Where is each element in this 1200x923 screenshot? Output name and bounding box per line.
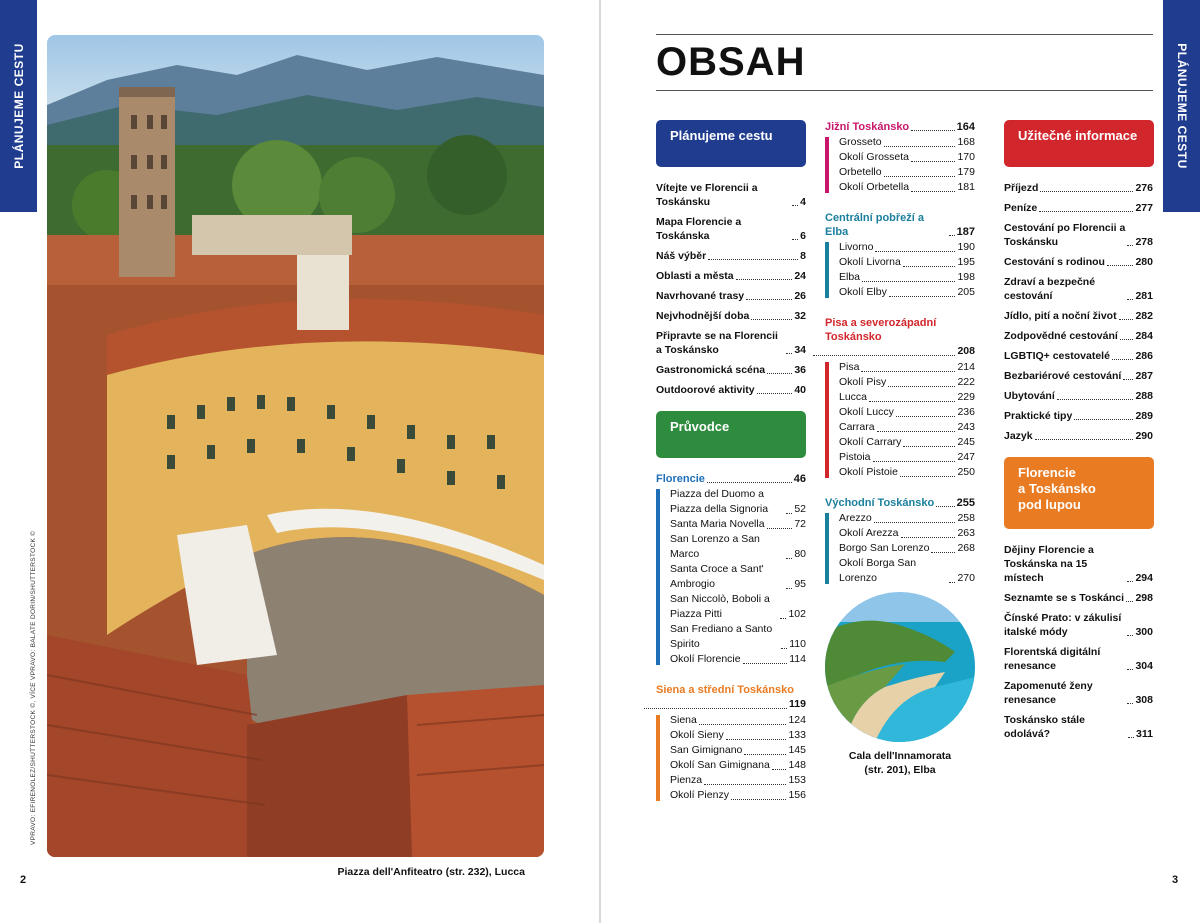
toc-entry-title: Cestování s rodinou bbox=[1004, 256, 1105, 268]
toc-subentry-page: 145 bbox=[788, 744, 806, 756]
toc-subentry-title: Pistoia bbox=[839, 451, 871, 463]
leader-dots bbox=[1127, 703, 1133, 704]
leader-dots bbox=[1127, 299, 1133, 300]
toc-subentry[interactable] bbox=[839, 375, 975, 390]
toc-subentry[interactable] bbox=[839, 526, 975, 541]
toc-entry-title: Bezbariérové cestování bbox=[1004, 370, 1122, 382]
toc-entry-title: Dějiny Florencie a Toskánska na 15 místech bbox=[1004, 544, 1094, 584]
leader-dots bbox=[1057, 399, 1134, 400]
toc-subentry-page: 263 bbox=[957, 527, 975, 539]
toc-subentry-page: 153 bbox=[788, 774, 806, 786]
toc-entry[interactable] bbox=[1004, 591, 1153, 605]
toc-subentry-title: Elba bbox=[839, 271, 861, 283]
toc-subentry-title: Okolí Pisy bbox=[839, 376, 887, 388]
toc-subentry[interactable] bbox=[670, 773, 806, 788]
toc-subentry-title: Pienza bbox=[670, 774, 703, 786]
toc-entry-title: Florentská digitální renesance bbox=[1004, 646, 1101, 672]
leader-dots bbox=[767, 373, 792, 374]
leader-dots bbox=[873, 461, 956, 462]
toc-subentry[interactable] bbox=[839, 390, 975, 405]
toc-subentry-page: 72 bbox=[794, 518, 806, 530]
toc-subentry-page: 236 bbox=[957, 406, 975, 418]
toc-entry[interactable] bbox=[656, 309, 806, 323]
page-number-left: 2 bbox=[20, 874, 27, 886]
leader-dots bbox=[744, 754, 786, 755]
toc-section-heading[interactable]: Centrální pobřeží a Elba 187 bbox=[825, 212, 975, 238]
leader-dots bbox=[786, 558, 792, 559]
toc-entry-page: 36 bbox=[794, 364, 806, 376]
toc-subentry-page: 124 bbox=[788, 714, 806, 726]
toc-subentry-title: Pisa bbox=[839, 361, 860, 373]
leader-dots bbox=[699, 724, 787, 725]
toc-entry-page: 290 bbox=[1135, 430, 1153, 442]
toc-subentry[interactable] bbox=[670, 652, 806, 667]
toc-subentry-page: 195 bbox=[957, 256, 975, 268]
toc-entry[interactable] bbox=[656, 289, 806, 303]
toc-section-heading[interactable]: Florencie 46 bbox=[656, 473, 806, 485]
leader-dots bbox=[888, 386, 955, 387]
book-spine bbox=[599, 0, 601, 923]
toc-entry-page: 6 bbox=[800, 230, 806, 242]
toc-subentry[interactable] bbox=[839, 135, 975, 150]
toc-entry[interactable] bbox=[656, 383, 806, 397]
toc-subentry-page: 133 bbox=[788, 729, 806, 741]
leader-dots bbox=[896, 416, 956, 417]
toc-entry[interactable] bbox=[1004, 429, 1153, 443]
toc-column-info bbox=[1004, 120, 1153, 747]
toc-subentry-page: 52 bbox=[794, 503, 806, 515]
toc-subentry-page: 205 bbox=[957, 286, 975, 298]
leader-dots bbox=[1074, 419, 1133, 420]
leader-dots bbox=[911, 191, 955, 192]
toc-entry-page: 277 bbox=[1135, 202, 1153, 214]
side-tab-label: PLÁNUJEME CESTU bbox=[1174, 43, 1189, 169]
toc-subentry[interactable] bbox=[839, 255, 975, 270]
toc-subentry-page: 222 bbox=[957, 376, 975, 388]
toc-subentry-page: 102 bbox=[788, 608, 806, 620]
toc-subentry[interactable] bbox=[839, 360, 975, 375]
toc-section-page-row bbox=[811, 344, 975, 359]
toc-subentry-title: Okolí Orbetella bbox=[839, 181, 910, 193]
toc-entry[interactable] bbox=[1004, 201, 1153, 215]
toc-section-heading[interactable]: Pisa a severozápadní Toskánsko bbox=[825, 317, 937, 343]
toc-entry-page: 282 bbox=[1135, 310, 1153, 322]
toc-subentry-title: Okolí Florencie bbox=[670, 653, 741, 665]
toc-subentry-page: 168 bbox=[957, 136, 975, 148]
leader-dots bbox=[874, 522, 956, 523]
toc-entry[interactable] bbox=[656, 329, 806, 357]
toc-subentry[interactable] bbox=[839, 450, 975, 465]
toc-subentry-page: 214 bbox=[957, 361, 975, 373]
toc-entry-page: 32 bbox=[794, 310, 806, 322]
toc-subentry[interactable] bbox=[839, 511, 975, 526]
toc-subentry[interactable] bbox=[670, 788, 806, 803]
toc-entry-page: 26 bbox=[794, 290, 806, 302]
toc-subentry[interactable] bbox=[839, 420, 975, 435]
toc-entry-title: Jazyk bbox=[1004, 430, 1033, 442]
toc-entry-title: Mapa Florencie a Toskánska bbox=[656, 216, 742, 242]
toc-subentry-page: 250 bbox=[957, 466, 975, 478]
toc-subentry[interactable] bbox=[670, 517, 806, 532]
leader-dots bbox=[875, 251, 955, 252]
toc-subentry[interactable] bbox=[839, 405, 975, 420]
toc-section-page-row bbox=[642, 697, 806, 712]
leader-dots bbox=[726, 739, 787, 740]
toc-entry-page: 289 bbox=[1135, 410, 1153, 422]
toc-entry-title: Cestování po Florencii a Toskánsku bbox=[1004, 222, 1126, 248]
toc-entry[interactable] bbox=[656, 249, 806, 263]
toc-entry-title: Peníze bbox=[1004, 202, 1038, 214]
leader-dots bbox=[1040, 191, 1133, 192]
photo-caption: Piazza dell'Anfiteatro (str. 232), Lucca bbox=[337, 866, 525, 878]
toc-section-page: 208 bbox=[957, 345, 975, 357]
toc-entry-title: Outdoorové aktivity bbox=[656, 384, 755, 396]
toc-entry-title: Oblasti a města bbox=[656, 270, 734, 282]
photo-credit: VPRAVO: EFIRENOLEZ/SHUTTERSTOCK ©, VÍCE VPRAVO: BALATE DORIN/SHUTTERSTOCK © bbox=[30, 530, 37, 845]
toc-entry[interactable] bbox=[1004, 369, 1153, 383]
toc-entry[interactable] bbox=[1004, 679, 1153, 707]
toc-subentry[interactable] bbox=[839, 465, 975, 480]
toc-subentry-title: Lucca bbox=[839, 391, 868, 403]
leader-dots bbox=[786, 353, 792, 354]
leader-dots bbox=[772, 769, 787, 770]
leader-dots bbox=[877, 431, 956, 432]
leader-dots bbox=[1126, 601, 1133, 602]
toc-entry-title: Toskánsko stále odolává? bbox=[1004, 714, 1085, 740]
toc-subentry[interactable] bbox=[670, 487, 806, 517]
toc-subentry[interactable] bbox=[839, 435, 975, 450]
leader-dots bbox=[1035, 439, 1134, 440]
leader-dots bbox=[1107, 265, 1134, 266]
toc-entry[interactable] bbox=[1004, 181, 1153, 195]
leader-dots bbox=[861, 371, 955, 372]
toc-subentry-title: San Gimignano bbox=[670, 744, 743, 756]
toc-entry[interactable] bbox=[1004, 645, 1153, 673]
toc-entry[interactable] bbox=[1004, 543, 1153, 585]
toc-subentry-page: 80 bbox=[794, 548, 806, 560]
leader-dots bbox=[1119, 319, 1134, 320]
leader-dots bbox=[644, 708, 787, 709]
toc-entry-title: Nejvhodnější doba bbox=[656, 310, 750, 322]
toc-subentry-title: Siena bbox=[670, 714, 697, 726]
toc-entry-title: Vítejte ve Florencii a Toskánsku bbox=[656, 182, 758, 208]
toc-entry[interactable] bbox=[1004, 309, 1153, 323]
toc-subentry-title: Livorno bbox=[839, 241, 874, 253]
leader-dots bbox=[736, 279, 793, 280]
toc-subentry[interactable] bbox=[839, 180, 975, 195]
toc-entry-page: 24 bbox=[794, 270, 806, 282]
toc-entry-title: Gastronomická scéna bbox=[656, 364, 766, 376]
lucca-piazza-photo bbox=[47, 35, 544, 857]
toc-subentry-title: Grosseto bbox=[839, 136, 882, 148]
leader-dots bbox=[751, 319, 792, 320]
leader-dots bbox=[1127, 669, 1133, 670]
toc-entry-page: 8 bbox=[800, 250, 806, 262]
toc-subentry-page: 268 bbox=[957, 542, 975, 554]
toc-subentry[interactable] bbox=[670, 562, 806, 592]
toc-subentry-page: 148 bbox=[788, 759, 806, 771]
leader-dots bbox=[781, 648, 787, 649]
toc-subentry-title: Okolí Livorna bbox=[839, 256, 901, 268]
toc-subentry-page: 170 bbox=[957, 151, 975, 163]
leader-dots bbox=[1127, 581, 1133, 582]
toc-entry-title: LGBTIQ+ cestovatelé bbox=[1004, 350, 1110, 362]
leader-dots bbox=[901, 537, 956, 538]
toc-subentry[interactable] bbox=[839, 240, 975, 255]
toc-subentry-page: 110 bbox=[789, 638, 806, 650]
toc-entry[interactable] bbox=[1004, 409, 1153, 423]
toc-entry-page: 294 bbox=[1135, 572, 1153, 584]
leader-dots bbox=[792, 205, 798, 206]
toc-subentry-title: Okolí Sieny bbox=[670, 729, 724, 741]
toc-subentry[interactable] bbox=[839, 165, 975, 180]
leader-dots bbox=[1127, 245, 1133, 246]
toc-entry-page: 281 bbox=[1135, 290, 1153, 302]
toc-subentry-page: 270 bbox=[957, 572, 975, 584]
toc-section-page: 119 bbox=[789, 698, 806, 710]
toc-subentry-page: 229 bbox=[957, 391, 975, 403]
toc-subentry-page: 156 bbox=[788, 789, 806, 801]
toc-subentry[interactable] bbox=[670, 592, 806, 622]
toc-entry-page: 300 bbox=[1135, 626, 1153, 638]
toc-subentry-page: 190 bbox=[957, 241, 975, 253]
leader-dots bbox=[884, 176, 956, 177]
toc-subentry-title: Okolí Borga San Lorenzo bbox=[839, 557, 917, 584]
toc-column-planning bbox=[656, 120, 806, 819]
leader-dots bbox=[786, 588, 792, 589]
section-box-guide[interactable]: Průvodce bbox=[656, 411, 806, 458]
leader-dots bbox=[1123, 379, 1133, 380]
toc-entry-page: 278 bbox=[1135, 236, 1153, 248]
toc-entry-page: 298 bbox=[1135, 592, 1153, 604]
toc-entry-title: Zodpovědné cestování bbox=[1004, 330, 1118, 342]
toc-subentry-title: Santa Maria Novella bbox=[670, 518, 765, 530]
leader-dots bbox=[889, 296, 956, 297]
toc-subentry[interactable] bbox=[839, 270, 975, 285]
toc-entry[interactable] bbox=[1004, 255, 1153, 269]
toc-subentry-page: 179 bbox=[957, 166, 975, 178]
toc-subentry-title: Santa Croce a Sant' Ambrogio bbox=[670, 563, 764, 590]
toc-subentry-title: Okolí Elby bbox=[839, 286, 887, 298]
elba-beach-photo bbox=[825, 592, 975, 742]
toc-entry-page: 311 bbox=[1136, 728, 1153, 740]
leader-dots bbox=[949, 582, 955, 583]
title-rule-bottom bbox=[656, 90, 1153, 91]
toc-entry-page: 276 bbox=[1135, 182, 1153, 194]
toc-entry[interactable] bbox=[656, 363, 806, 377]
toc-entry-title: Praktické tipy bbox=[1004, 410, 1073, 422]
toc-entry-title: Náš výběr bbox=[656, 250, 707, 262]
toc-entry-page: 308 bbox=[1135, 694, 1153, 706]
toc-entry[interactable] bbox=[656, 269, 806, 283]
toc-subentry-title: Okolí Arezza bbox=[839, 527, 899, 539]
title-rule-top bbox=[656, 34, 1153, 35]
toc-subentry[interactable] bbox=[839, 285, 975, 300]
toc-subentry-title: Okolí Pienzy bbox=[670, 789, 729, 801]
section-box-useful-info[interactable]: Užitečné informace bbox=[1004, 120, 1154, 167]
toc-subentry[interactable] bbox=[670, 713, 806, 728]
toc-entry-page: 286 bbox=[1135, 350, 1153, 362]
toc-entry-title: Zapomenuté ženy renesance bbox=[1004, 680, 1093, 706]
toc-subentry-page: 198 bbox=[957, 271, 975, 283]
toc-entry[interactable] bbox=[656, 215, 806, 243]
toc-subentry[interactable] bbox=[839, 556, 975, 586]
toc-entry-title: Příjezd bbox=[1004, 182, 1039, 194]
toc-section-heading[interactable]: Jižní Toskánsko 164 bbox=[825, 121, 975, 133]
leader-dots bbox=[731, 799, 787, 800]
toc-subentry[interactable] bbox=[670, 743, 806, 758]
toc-entry[interactable] bbox=[1004, 275, 1153, 303]
toc-entry-page: 304 bbox=[1135, 660, 1153, 672]
leader-dots bbox=[1120, 339, 1134, 340]
toc-column-regions bbox=[825, 120, 975, 602]
page-title: OBSAH bbox=[656, 40, 806, 84]
toc-subentry-page: 245 bbox=[957, 436, 975, 448]
toc-subentry-title: Borgo San Lorenzo bbox=[839, 542, 930, 554]
toc-subentry-page: 243 bbox=[957, 421, 975, 433]
toc-subentry-page: 114 bbox=[789, 653, 806, 665]
elba-photo-caption: Cala dell'Innamorata (str. 201), Elba bbox=[848, 750, 952, 776]
section-box-planning[interactable]: Plánujeme cestu bbox=[656, 120, 806, 167]
toc-subentry-title: San Frediano a Santo Spirito bbox=[670, 623, 773, 650]
toc-entry[interactable] bbox=[1004, 329, 1153, 343]
toc-entry-title: Seznamte se s Toskánci bbox=[1004, 592, 1125, 604]
toc-entry-title: Čínské Prato: v zákulisí italské módy bbox=[1004, 612, 1122, 638]
section-side-tab-right bbox=[1163, 0, 1200, 212]
leader-dots bbox=[1039, 211, 1133, 212]
toc-subentry[interactable] bbox=[839, 541, 975, 556]
toc-entry[interactable] bbox=[1004, 349, 1153, 363]
leader-dots bbox=[903, 266, 956, 267]
toc-subentry-title: San Lorenzo a San Marco bbox=[670, 533, 760, 560]
toc-entry-page: 288 bbox=[1135, 390, 1153, 402]
leader-dots bbox=[869, 401, 955, 402]
toc-entry-page: 40 bbox=[794, 384, 806, 396]
leader-dots bbox=[884, 146, 956, 147]
toc-subentry[interactable] bbox=[670, 622, 806, 652]
toc-subentry-title: Carrara bbox=[839, 421, 875, 433]
toc-entry[interactable] bbox=[656, 181, 806, 209]
toc-entry[interactable] bbox=[1004, 611, 1153, 639]
toc-subentry-page: 181 bbox=[957, 181, 975, 193]
toc-entry[interactable] bbox=[1004, 389, 1153, 403]
leader-dots bbox=[767, 528, 793, 529]
leader-dots bbox=[746, 299, 792, 300]
toc-subentry-title: San Niccolò, Boboli a Piazza Pitti bbox=[670, 593, 770, 620]
leader-dots bbox=[780, 618, 786, 619]
toc-subentry-page: 258 bbox=[957, 512, 975, 524]
toc-subentry[interactable] bbox=[670, 532, 806, 562]
leader-dots bbox=[911, 161, 955, 162]
toc-subentry-title: Orbetello bbox=[839, 166, 882, 178]
toc-subentry[interactable] bbox=[670, 728, 806, 743]
toc-subentry-title: Okolí Pistoie bbox=[839, 466, 898, 478]
toc-entry-title: Navrhované trasy bbox=[656, 290, 745, 302]
toc-entry-page: 4 bbox=[800, 196, 806, 208]
toc-entry-page: 287 bbox=[1135, 370, 1153, 382]
toc-subentry-title: Okolí Carrary bbox=[839, 436, 902, 448]
leader-dots bbox=[708, 259, 798, 260]
leader-dots bbox=[743, 663, 788, 664]
toc-subentry-title: Okolí San Gimignana bbox=[670, 759, 770, 771]
leader-dots bbox=[931, 552, 955, 553]
section-side-tab-left bbox=[0, 0, 37, 212]
toc-entry-page: 34 bbox=[794, 344, 806, 356]
leader-dots bbox=[1112, 359, 1134, 360]
toc-entry-title: Připravte se na Florencii a Toskánsko bbox=[656, 330, 778, 356]
section-box-in-focus[interactable]: Florencie a Toskánsko pod lupou bbox=[1004, 457, 1154, 529]
page-number-right: 3 bbox=[1172, 874, 1179, 886]
toc-subentry[interactable] bbox=[839, 150, 975, 165]
toc-subentry-title: Arezzo bbox=[839, 512, 872, 524]
leader-dots bbox=[862, 281, 955, 282]
side-tab-label: PLÁNUJEME CESTU bbox=[11, 43, 26, 169]
toc-subentry-page: 247 bbox=[957, 451, 975, 463]
toc-section-heading[interactable]: Východní Toskánsko 255 bbox=[825, 497, 975, 509]
leader-dots bbox=[900, 476, 956, 477]
toc-subentry-title: Piazza del Duomo a Piazza della Signoria bbox=[670, 488, 769, 515]
toc-section-heading[interactable]: Siena a střední Toskánsko bbox=[656, 684, 794, 696]
leader-dots bbox=[1128, 737, 1134, 738]
leader-dots bbox=[813, 355, 955, 356]
toc-subentry-page: 95 bbox=[794, 578, 806, 590]
leader-dots bbox=[903, 446, 955, 447]
toc-entry-title: Zdraví a bezpečné cestování bbox=[1004, 276, 1096, 302]
leader-dots bbox=[792, 239, 798, 240]
toc-subentry-title: Okolí Grosseta bbox=[839, 151, 910, 163]
toc-subentry[interactable] bbox=[670, 758, 806, 773]
toc-subentry-title: Okolí Luccy bbox=[839, 406, 894, 418]
leader-dots bbox=[1127, 635, 1133, 636]
leader-dots bbox=[786, 513, 792, 514]
toc-entry-page: 280 bbox=[1135, 256, 1153, 268]
toc-entry[interactable] bbox=[1004, 221, 1153, 249]
leader-dots bbox=[757, 393, 793, 394]
toc-entry[interactable] bbox=[1004, 713, 1153, 741]
toc-entry-page: 284 bbox=[1135, 330, 1153, 342]
toc-entry-title: Ubytování bbox=[1004, 390, 1055, 402]
toc-entry-title: Jídlo, pití a noční život bbox=[1004, 310, 1117, 322]
leader-dots bbox=[704, 784, 786, 785]
